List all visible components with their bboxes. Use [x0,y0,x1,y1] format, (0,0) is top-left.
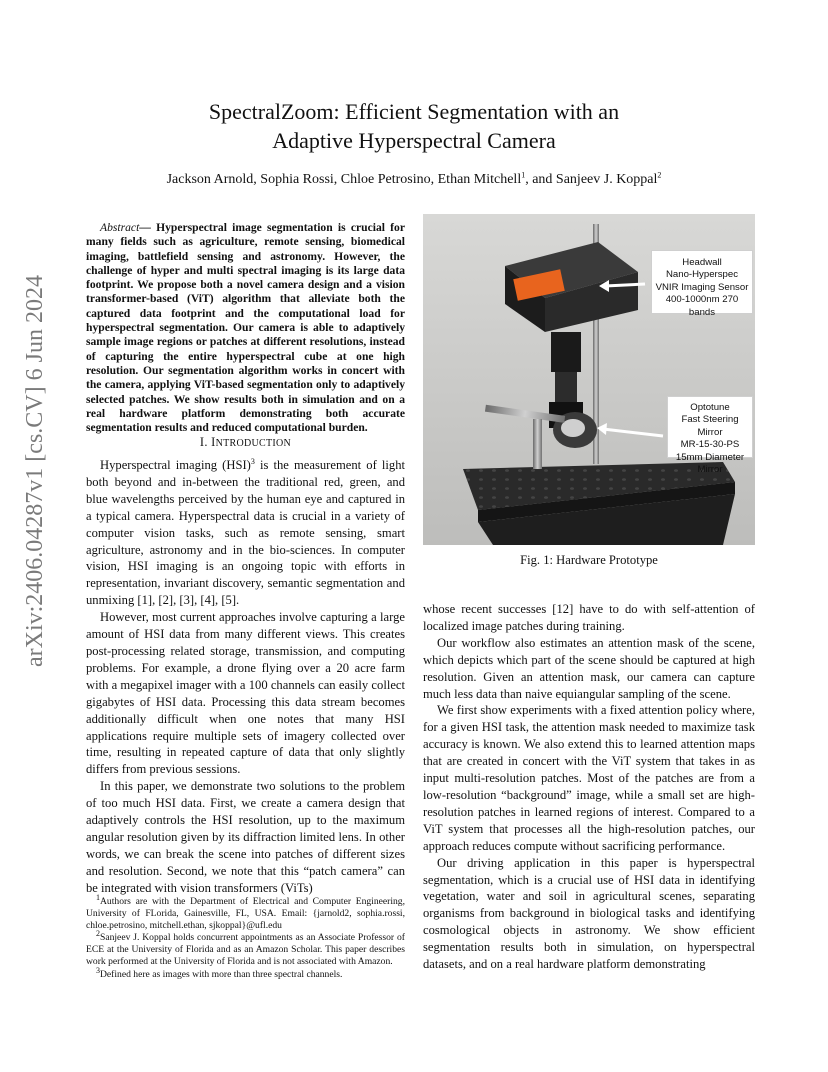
hardware-prototype-figure [423,214,755,545]
title-line-1: SpectralZoom: Efficient Segmentation with an [208,99,620,124]
camera-label-line-1: Headwall [682,257,722,268]
arxiv-identifier: arXiv:2406.04287v1 [cs.CV] 6 Jun 2024 [22,275,48,667]
abstract [86,221,405,435]
footnote-3-text: Defined here as images with more than three spectral channels. [100,968,343,980]
abstract-lead: Abstract [100,221,140,234]
paper-title [110,97,718,155]
paragraph-right-0: whose recent successes [12] have to do with self-attention of localized image patches during training. [423,602,755,633]
author-affiliation-mark-2: 2 [657,170,662,180]
paragraph-intro-2: However, most current approaches involve capturing a large amount of HSI data from many different views. This creates post-processing related storage, transmission, and computing problems. For example, a drone flying over a 20 acre farm with a megapixel imager with a 100 channels can easily collect gigabytes of HSI data. Processing this data stream becomes additionally difficult when one notes that many HSI applications require multiple sets of imagery collected over time, resulting in repeated capture of data that only slightly differs from previous sessions. [86,610,405,777]
mirror-label-line-1: Optotune [690,402,730,413]
paragraph-right-1: Our workflow also estimates an attention mask of the scene, which depicts which part of the scene should be captured at high resolution. Given an attention mask, our camera can capture much less data than naive equiangular sampling of the scene. [423,635,755,701]
footnote-3 [86,965,405,981]
footnote-3-mark: 3 [96,965,100,975]
camera-label-line-3: VNIR Imaging Sensor [655,281,749,293]
author-list [100,172,728,188]
authors-tail: , and Sanjeev J. Koppal [525,172,658,187]
camera-label [651,250,753,318]
right-column-body [423,601,755,973]
footnotes [86,892,405,982]
footnote-1-mark: 1 [96,892,100,902]
mirror-label-line-4: 15mm Diameter Mirror [675,451,745,476]
footnote-1-text: Authors are with the Department of Electrical and Computer Engineering, University of FLorida, Gainesville, FL, USA. Email: {jarnold2, sophia.rossi, chloe.petrosino, mitchell.ethan, sjkoppal}@ufl.edu [86,896,405,931]
figure-caption: Fig. 1: Hardware Prototype [520,553,658,567]
footnote-ref-3: 3 [250,456,255,466]
arxiv-sidebar [8,270,58,670]
section-numeral: I. [199,435,212,449]
camera-label-line-4: 400-1000nm 270 bands [665,294,739,318]
footnote-2-mark: 2 [96,929,100,939]
section-heading-introduction [86,435,405,450]
camera-label-line-2: Nano-Hyperspec [666,269,738,281]
paragraph-right-3: Our driving application in this paper is hyperspectral segmentation, which is a crucial use of HSI data in identifying vegetation, water and soil in agricultural scenes, separating organisms from background in biological tasks and identifying cosmological objects in astronomy. We show efficient segmentation results both in simulation, on hyperspectral datasets, and on a real hardware platform demonstrating [423,855,755,972]
section-title-rest: NTRODUCTION [215,438,292,449]
author-affiliation-mark-1: 1 [521,170,526,180]
left-column-body [86,457,405,897]
paragraph-intro-1 [86,457,405,609]
mirror-label [667,396,753,476]
title-line-2: Adaptive Hyperspectral Camera [272,128,556,153]
footnote-2-text: Sanjeev J. Koppal holds concurrent appointments as an Associate Professor of ECE at the University of Florida and as an Amazon Scholar. This paper describes work performed at the University of Florida and is not associated with Amazon. [86,932,405,967]
mirror-label-line-3: MR-15-30-PS [680,439,740,451]
paragraph-intro-1-b: is the measurement of light both beyond and in-between the traditional red, green, and blue wavelengths perceived by the human eye and captured in a typical camera. Hyperspectral data is crucial in a variety of computer vision tasks, such as remote sensing, smart agriculture, astronomy and in the bio-sciences. In computer vision, HSI imaging is an ongoing topic with efforts in representation, invariant discovery, semantic segmentation and unmixing [1], [2], [3], [4], [5]. [86,458,405,608]
footnote-2 [86,929,405,967]
paragraph-intro-1-a: Hyperspectral imaging (HSI) [100,458,251,472]
authors-main: Jackson Arnold, Sophia Rossi, Chloe Petrosino, Ethan Mitchell [166,172,522,187]
footnote-1 [86,892,405,931]
paragraph-intro-3: In this paper, we demonstrate two solutions to the problem of too much HSI data. First, we create a camera design that adaptively controls the HSI resolution, up to the maximum angular resolution given by its diffraction limited lens. In other words, we can break the scene into patches of different sizes and resolution. Second, we note that this “patch camera” can be integrated with vision transformers (ViTs) [86,779,405,895]
section-title-initial: I [211,435,216,449]
paragraph-right-2: We first show experiments with a fixed attention policy where, for a given HSI task, the attention mask needed to maximize task accuracy is known. We also extend this to learned attention maps that are created in concert with the ViT system that takes in as input multi-resolution patches. Most of the patches are from a low-resolution “background” image, while a small set are high-resolution patches in learned regions of interest. Compared to a ViT system that processes all the high-resolution patches, our approach reduces compute without sacrificing performance. [423,703,755,853]
mirror-label-line-2: Fast Steering Mirror [681,414,739,438]
abstract-text: — Hyperspectral image segmentation is crucial for many fields such as agriculture, remote sensing, biomedical imaging, battlefield sensing and astronomy. However, the challenge of hyper and multi spectral imaging is its large data footprint. We propose both a novel camera design and a vision transformer-based (ViT) algorithm that alleviate both the captured data footprint and the computational load for hyperspectral segmentation. Our camera is able to adaptively sample image regions or patches at different resolutions, instead of capturing the entire hyperspectral cube at one high resolution. Our segmentation algorithm works in concert with the camera, applying ViT-based segmentation only to adaptively selected patches. We show results both in simulation and on a real hardware platform demonstrating both accurate segmentation results and reduced computational burden. [86,221,405,435]
